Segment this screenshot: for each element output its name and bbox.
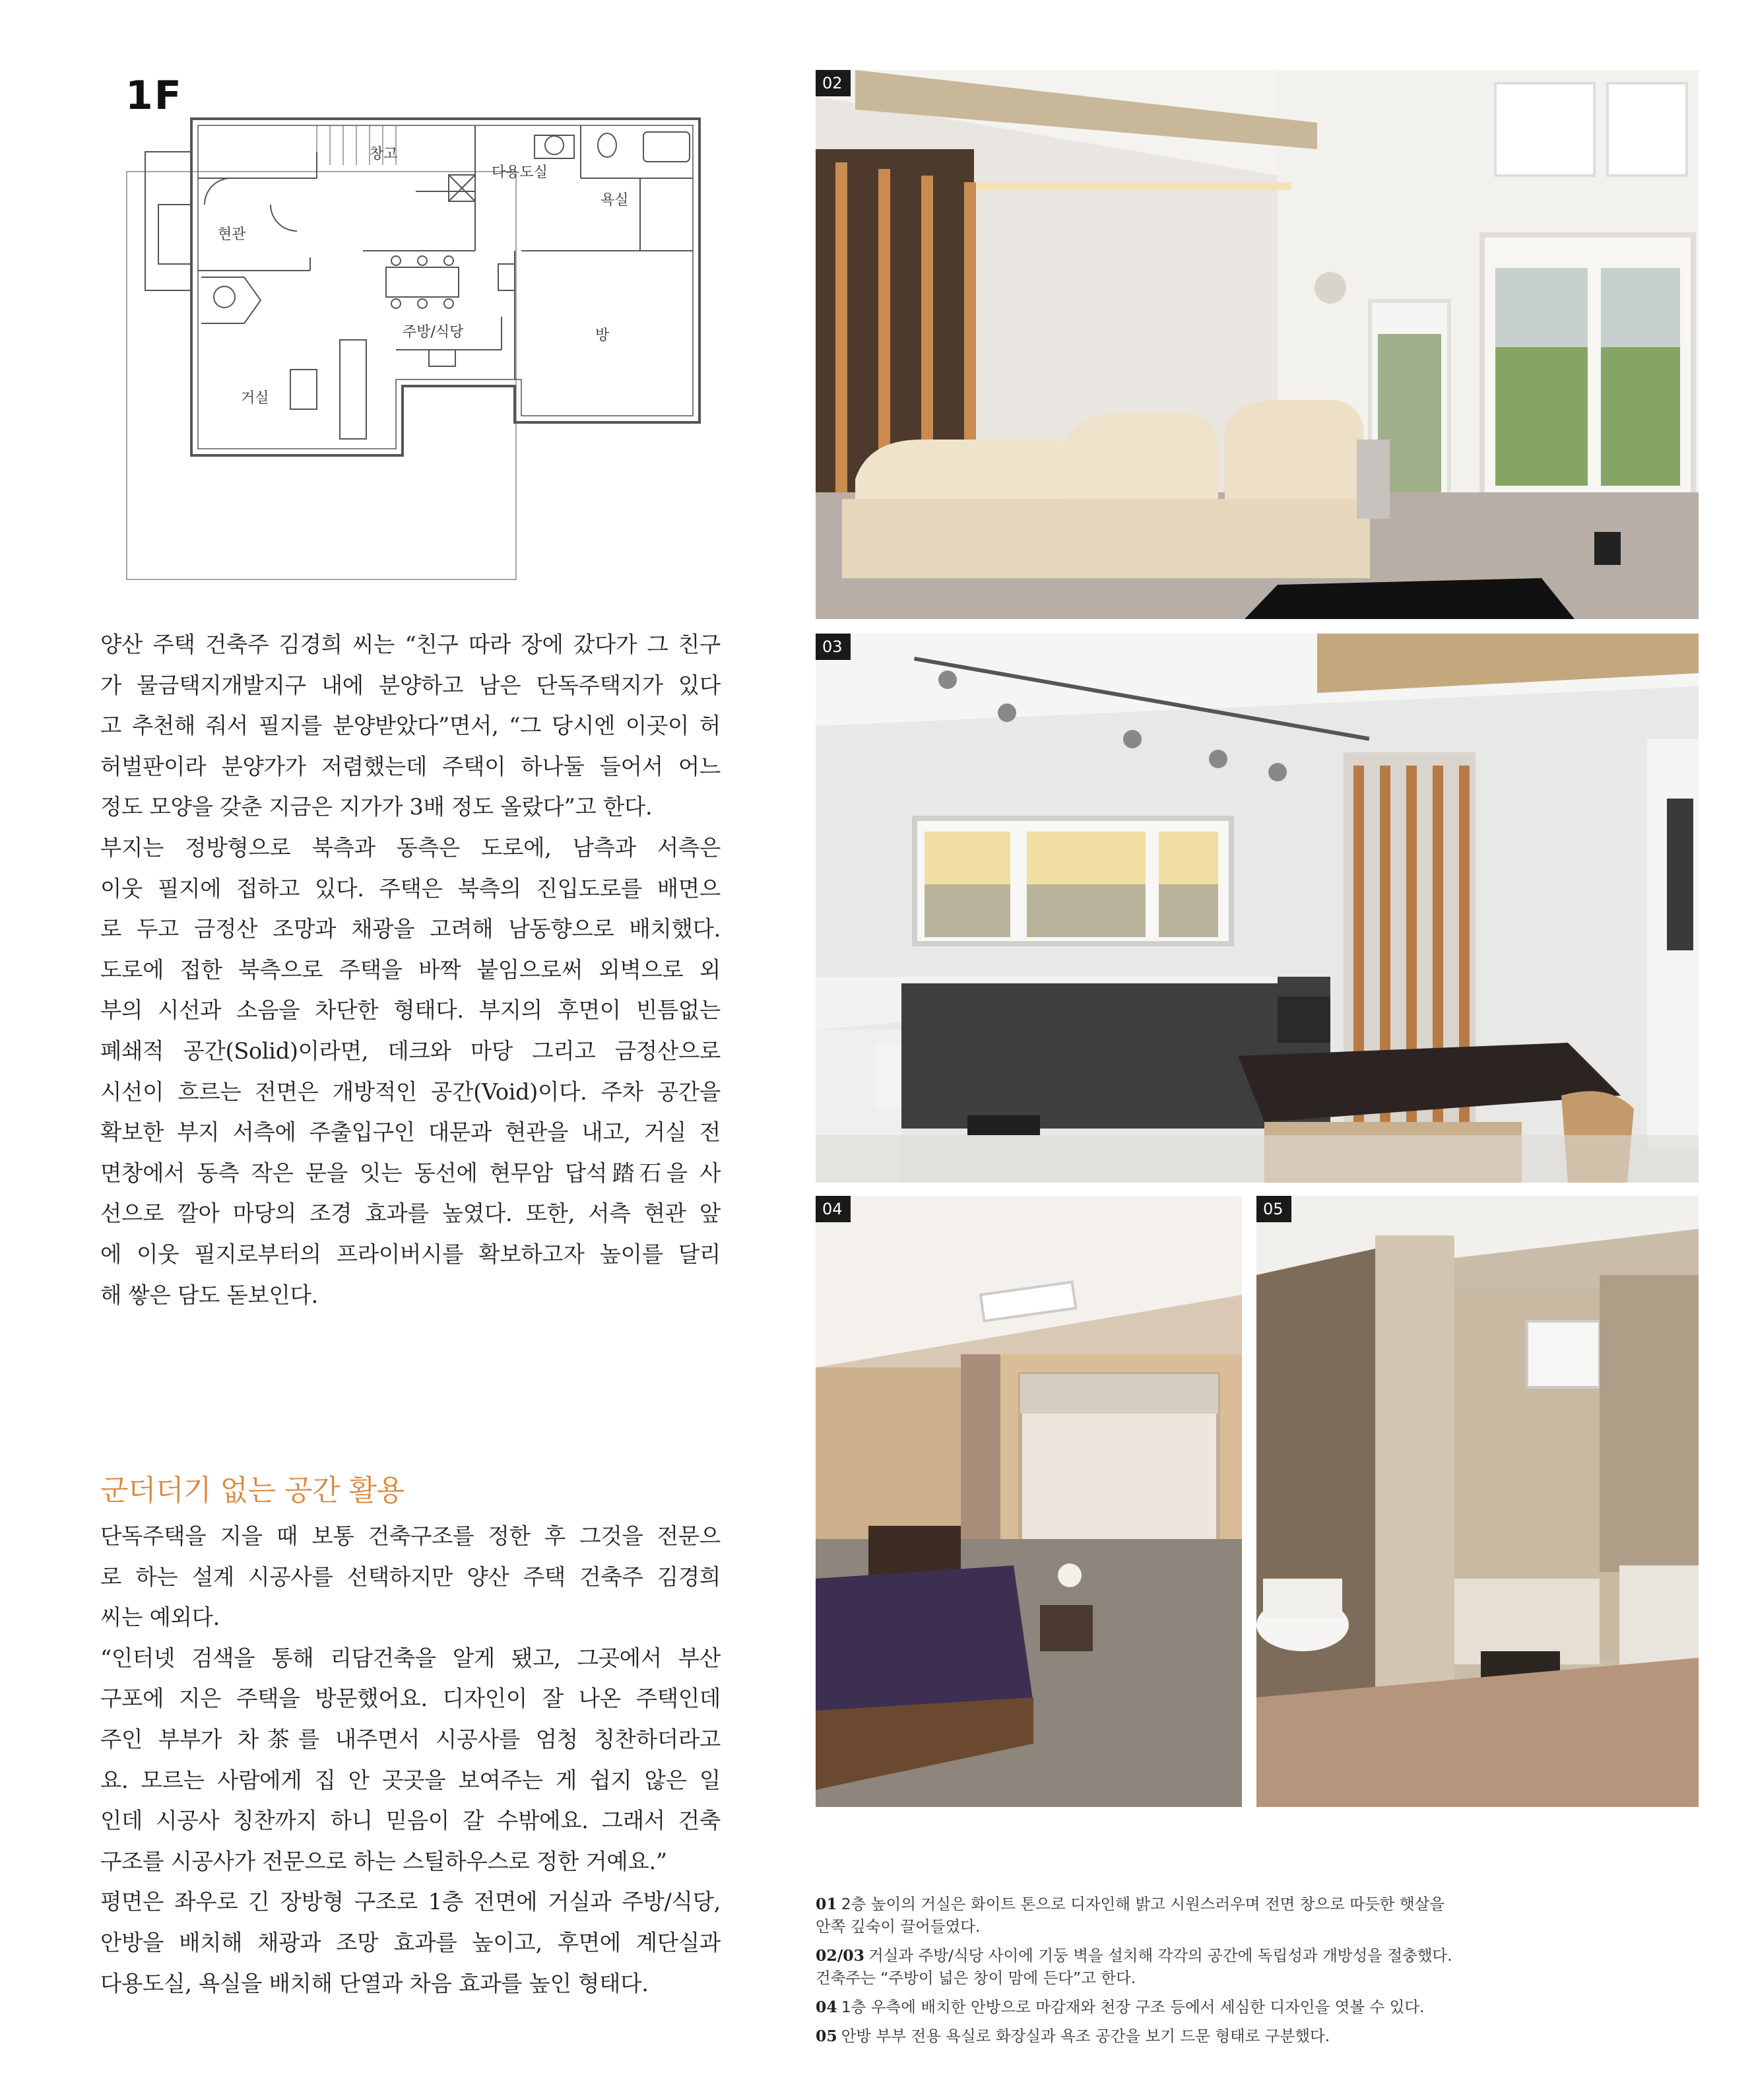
text-line: 확보한 부지 서측에 주출입구인 대문과 현관을 내고, 거실 전 <box>100 1119 721 1146</box>
caption-04 <box>816 1996 1693 2018</box>
text-line: 씨는 예외다. <box>100 1604 220 1631</box>
photo-number: 02 <box>816 70 851 96</box>
room-kitchen: 주방/식당 <box>403 324 464 341</box>
paragraph-2 <box>100 828 721 1315</box>
room-utility: 다용도실 <box>492 164 548 181</box>
text-line: 면창에서 동측 작은 문을 잇는 동선에 현무암 답석踏石을 사 <box>100 1160 721 1186</box>
article-body-continued <box>100 1516 721 2004</box>
paragraph-1 <box>100 624 721 828</box>
text-line: 안방을 배치해 채광과 조망 효과를 높이고, 후면에 계단실과 <box>100 1929 721 1955</box>
caption-text: 건축주는 “주방이 넓은 창이 맘에 든다”고 한다. <box>816 1969 1136 1987</box>
photo-bedroom <box>816 1196 1242 1807</box>
photo-number: 04 <box>816 1196 851 1222</box>
text-line: 에 이웃 필지로부터의 프라이버시를 확보하고자 높이를 달리 <box>100 1241 721 1267</box>
text-line: 로 두고 금정산 조망과 채광을 고려해 남동향으로 배치했다. <box>100 916 721 942</box>
article-body <box>100 624 721 1315</box>
room-living: 거실 <box>241 390 269 407</box>
section-heading: 군더더기 없는 공간 활용 <box>100 1474 405 1507</box>
room-bathroom: 욕실 <box>601 192 629 209</box>
text-line: 양산 주택 건축주 김경희 씨는 “친구 따라 장에 갔다가 그 친구 <box>100 632 721 657</box>
text-line: 평면은 좌우로 긴 장방형 구조로 1층 전면에 거실과 주방/식당, <box>100 1889 721 1915</box>
caption-text: 2층 높이의 거실은 화이트 톤으로 디자인해 밝고 시원스러우며 전면 창으로 따듯한 햇살을 <box>841 1895 1445 1913</box>
room-bedroom: 방 <box>595 327 610 344</box>
photo-captions <box>816 1893 1693 2054</box>
photo-living-room <box>816 70 1699 619</box>
text-line: 해 쌓은 담도 돋보인다. <box>100 1282 318 1308</box>
photo-number: 03 <box>816 634 851 660</box>
caption-01 <box>816 1893 1693 1938</box>
floorplan-diagram <box>119 112 713 587</box>
room-storage: 창고 <box>370 146 398 162</box>
caption-05 <box>816 2025 1693 2047</box>
photo-bathroom <box>1256 1196 1699 1807</box>
text-line: 도로에 접한 북측으로 주택을 바짝 붙임으로써 외벽으로 외 <box>100 956 721 983</box>
text-line: 주인 부부가 차茶를 내주면서 시공사를 엄청 칭찬하더라고 <box>100 1726 721 1752</box>
caption-text: 거실과 주방/식당 사이에 기둥 벽을 설치해 각각의 공간에 독립성과 개방성을 절충했다. <box>868 1946 1452 1965</box>
text-line: “인터넷 검색을 통해 리담건축을 알게 됐고, 그곳에서 부산 <box>100 1645 721 1671</box>
caption-text: 안방 부부 전용 욕실로 화장실과 욕조 공간을 보기 드문 형태로 구분했다. <box>841 2027 1330 2045</box>
text-line: 고 추천해 줘서 필지를 분양받았다”면서, “그 당시엔 이곳이 허 <box>100 713 721 739</box>
caption-number: 01 <box>816 1895 837 1913</box>
text-line: 인데 시공사 칭찬까지 하니 믿음이 갈 수밖에요. 그래서 건축 <box>100 1808 721 1834</box>
caption-text: 안쪽 깊숙이 끌어들였다. <box>816 1917 981 1936</box>
caption-number: 02/03 <box>816 1946 864 1965</box>
text-line: 허벌판이라 분양가가 저렴했는데 주택이 하나둘 들어서 어느 <box>100 753 721 779</box>
caption-02-03 <box>816 1944 1693 1989</box>
text-line: 이웃 필지에 접하고 있다. 주택은 북측의 진입도로를 배면으 <box>100 875 721 902</box>
text-line: 로 하는 설계 시공사를 선택하지만 양산 주택 건축주 김경희 <box>100 1563 721 1590</box>
caption-number: 04 <box>816 1998 837 2016</box>
text-line: 구조를 시공사가 전문으로 하는 스틸하우스로 정한 거예요.” <box>100 1848 667 1874</box>
text-line: 가 물금택지개발지구 내에 분양하고 남은 단독주택지가 있다 <box>100 672 721 698</box>
text-line: 시선이 흐르는 전면은 개방적인 공간(Void)이다. 주차 공간을 <box>100 1078 721 1105</box>
text-line: 구포에 지은 주택을 방문했어요. 디자인이 잘 나온 주택인데 <box>100 1686 721 1712</box>
room-entrance: 현관 <box>218 226 246 243</box>
text-line: 단독주택을 지을 때 보통 건축구조를 정한 후 그것을 전문으 <box>100 1523 721 1549</box>
text-line: 폐쇄적 공간(Solid)이라면, 데크와 마당 그리고 금정산으로 <box>100 1037 721 1064</box>
caption-number: 05 <box>816 2027 837 2045</box>
floorplan-label: 1F <box>125 73 183 119</box>
text-line: 정도 모양을 갖춘 지금은 지가가 3배 정도 올랐다”고 한다. <box>100 794 653 820</box>
caption-text: 1층 우측에 배치한 안방으로 마감재와 천장 구조 등에서 세심한 디자인을 엿볼 수 있다. <box>841 1998 1425 2016</box>
text-line: 부의 시선과 소음을 차단한 형태다. 부지의 후면이 빈틈없는 <box>100 997 721 1024</box>
photo-number: 05 <box>1256 1196 1291 1222</box>
text-line: 부지는 정방형으로 북측과 동측은 도로에, 남측과 서측은 <box>100 834 721 861</box>
text-line: 요. 모르는 사람에게 집 안 곳곳을 보여주는 게 쉽지 않은 일 <box>100 1767 721 1793</box>
text-line: 선으로 깔아 마당의 조경 효과를 높였다. 또한, 서측 현관 앞 <box>100 1200 721 1227</box>
text-line: 다용도실, 욕실을 배치해 단열과 차음 효과를 높인 형태다. <box>100 1970 649 1996</box>
photo-kitchen <box>816 634 1699 1183</box>
